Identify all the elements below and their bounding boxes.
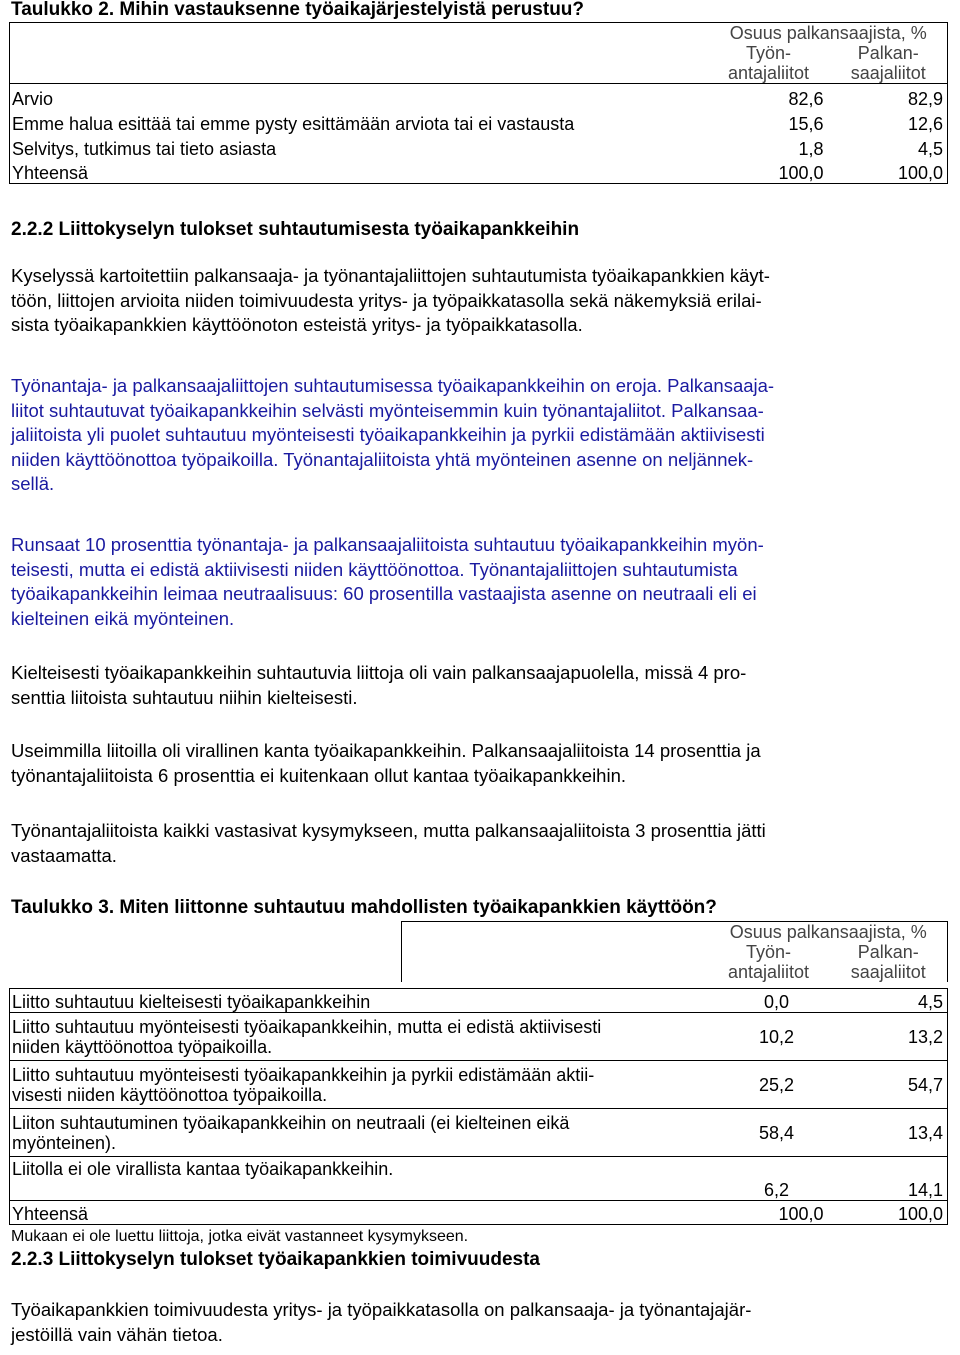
paragraph: Työnantajaliitoista kaikki vastasivat kysymykseen, mutta palkansaajaliitoista 3 prosenttia jätti vastaamatta. [11, 820, 766, 866]
table-row: Liitto suhtautuu kielteisesti työaikapankkeihin 0,0 4,5 [10, 989, 948, 1013]
table-row: Liitto suhtautuu myönteisesti työaikapankkeihin, mutta ei edistä aktiivisesti niiden käyttöönottoa työpaikoilla. 10,2 13,2 [10, 1013, 948, 1061]
paragraph: Kyselyssä kartoitettiin palkansaaja- ja työnantajaliittojen suhtautumista työaikapankkien käyt- töön, liittojen arvioita niiden toimivuudesta yritys- ja työpaikkatasolla sekä näkemyksiä erilai- sista työaikapankkien käyttöönoton esteistä yritys- ja työpaikkatasolla. [11, 265, 770, 335]
table2-header-group-row [10, 23, 948, 44]
table-row: Liiton suhtautuminen työaikapankkeihin on neutraali (ei kielteinen eikä myönteinen). 58,4 13,4 [10, 1109, 948, 1157]
table3-note: Mukaan ei ole luettu liittoja, jotka eivät vastanneet kysymykseen. [11, 1228, 469, 1245]
table2-title: Taulukko 2. Mihin vastauksenne työaikajärjestelyistä perustuu? [11, 0, 585, 20]
table2-header-row [10, 43, 948, 84]
paragraph: Työnantaja- ja palkansaajaliittojen suhtautumisessa työaikapankkeihin on eroja. Palkansaaja- liitot suhtautuvat työaikapankkeihin selvästi myönteisemmin kuin työnantajaliitot. Palkansaa- jaliitoista yli puolet suhtautuu myönteisesti työaikapankkeihin ja pyrkii edistämään aktiivisesti niiden käyttöönottoa työpaikoilla. Työnantajaliitoista yhtä myönteinen asenne on neljännek- sellä. [11, 375, 775, 494]
paragraph: Kielteisesti työaikapankkeihin suhtautuvia liittoja oli vain palkansaajapuolella, missä 4 pro- senttia liitoista suhtautuu niihin kielteisesti. [11, 662, 747, 708]
table3-header-group: Osuus palkansaajista, % [708, 922, 948, 943]
table-row: Liitto suhtautuu myönteisesti työaikapankkeihin ja pyrkii edistämään aktii- visesti niiden käyttöönottoa työpaikoilla. 25,2 54,7 [10, 1061, 948, 1109]
table3-total-row: Yhteensä 100,0 100,0 [10, 1201, 948, 1225]
paragraph: Useimmilla liitoilla oli virallinen kanta työaikapankkeihin. Palkansaajaliitoista 14 prosenttia ja työnantajaliitoista 6 prosenttia ei kuitenkaan ollut kantaa työaikapankkeihin. [11, 740, 761, 786]
table2-col1-header: Työn- antajaliitot [727, 43, 810, 83]
table2-header-group: Osuus palkansaajista, % [708, 23, 948, 44]
table-row: Emme halua esittää tai emme pysty esittämään arviota tai ei vastausta 15,6 12,6 [10, 109, 948, 134]
paragraph: Työaikapankkien toimivuudesta yritys- ja työpaikkatasolla on palkansaaja- ja työnantajajär- jestöillä vain vähän tietoa. [11, 1299, 752, 1345]
table2-col2-header: Palkan- saajaliitot [828, 43, 948, 84]
table2 [9, 22, 948, 184]
table-row: Selvitys, tutkimus tai tieto asiasta 1,8 4,5 [10, 134, 948, 159]
table-row: Liitolla ei ole virallista kantaa työaikapankkeihin. 6,2 14,1 [10, 1157, 948, 1201]
section-heading: 2.2.3 Liittokyselyn tulokset työaikapankkien toimivuudesta [11, 1249, 541, 1270]
table3-col1-header: Työn- antajaliitot [727, 942, 810, 982]
table-row: Arvio 82,6 82,9 [10, 84, 948, 109]
table3-title: Taulukko 3. Miten liittonne suhtautuu mahdollisten työaikapankkien käyttöön? [11, 897, 717, 918]
table2-total-row: Yhteensä 100,0 100,0 [10, 159, 948, 184]
table3 [9, 988, 948, 1225]
paragraph: Runsaat 10 prosenttia työnantaja- ja palkansaajaliitoista suhtautuu työaikapankkeihin myön- teisesti, mutta ei edistä aktiivisesti niiden käyttöönottoa. Työnantajaliittojen suhtautumista työaikapankkeihin leimaa neutraalisuus: 60 prosentilla vastaajista asenne on neutraali eli ei kielteinen eikä myönteinen. [11, 534, 764, 629]
table3-col2-header: Palkan- saajaliitot [828, 942, 948, 982]
table3-header [401, 921, 948, 982]
section-heading: 2.2.2 Liittokyselyn tulokset suhtautumisesta työaikapankkeihin [11, 219, 580, 240]
